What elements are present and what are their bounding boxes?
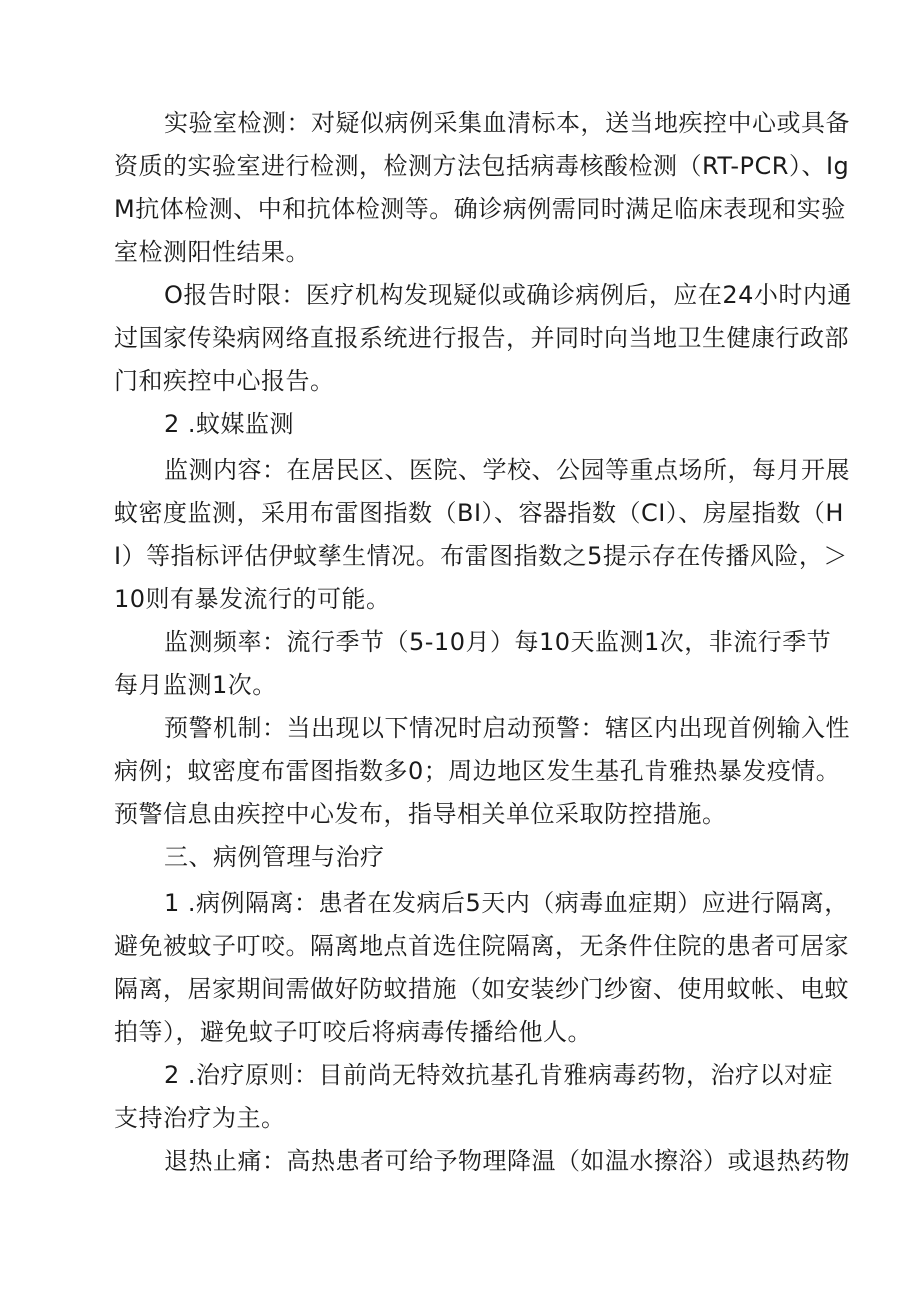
- paragraph-antipyretic: 退热止痛：高热患者可给予物理降温（如温水擦浴）或退热药物: [164, 1147, 850, 1175]
- section-heading-mosquito-monitoring: 2 .蚊媒监测: [164, 410, 295, 438]
- paragraph-case-isolation: 1 .病例隔离：患者在发病后5天内（病毒血症期）应进行隔离，避免被蚊子叮咬。隔离地点首选住院隔离，无条件住院的患者可居家隔离，居家期间需做好防蚊措施（如安装纱门纱窗、使用蚊帐、电蚊拍等），避免蚊子叮咬后将病毒传播给他人。: [114, 889, 849, 1046]
- paragraph-lab-testing: 实验室检测：对疑似病例采集血清标本，送当地疾控中心或具备资质的实验室进行检测，检测方法包括病毒核酸检测（RT-PCR）、IgM抗体检测、中和抗体检测等。确诊病例需同时满足临床表现和实验室检测阳性结果。: [114, 109, 850, 266]
- paragraph-warning-mechanism: 预警机制：当出现以下情况时启动预警：辖区内出现首例输入性病例；蚊密度布雷图指数多0；周边地区发生基孔肯雅热暴发疫情。预警信息由疾控中心发布，指导相关单位采取防控措施。: [114, 714, 850, 828]
- paragraph-report-deadline: O报告时限：医疗机构发现疑似或确诊病例后，应在24小时内通过国家传染病网络直报系统进行报告，并同时向当地卫生健康行政部门和疾控中心报告。: [114, 281, 852, 395]
- section-heading-case-management: 三、病例管理与治疗: [164, 843, 385, 871]
- paragraph-monitoring-frequency: 监测频率：流行季节（5-10月）每10天监测1次，非流行季节每月监测1次。: [114, 628, 832, 699]
- paragraph-treatment-principle: 2 .治疗原则：目前尚无特效抗基孔肯雅病毒药物，治疗以对症支持治疗为主。: [114, 1061, 834, 1132]
- paragraph-monitoring-content: 监测内容：在居民区、医院、学校、公园等重点场所，每月开展蚊密度监测，采用布雷图指数（BI）、容器指数（CI）、房屋指数（HI）等指标评估伊蚊孳生情况。布雷图指数之5提示存在传播风险，＞10则有暴发流行的可能。: [114, 456, 850, 613]
